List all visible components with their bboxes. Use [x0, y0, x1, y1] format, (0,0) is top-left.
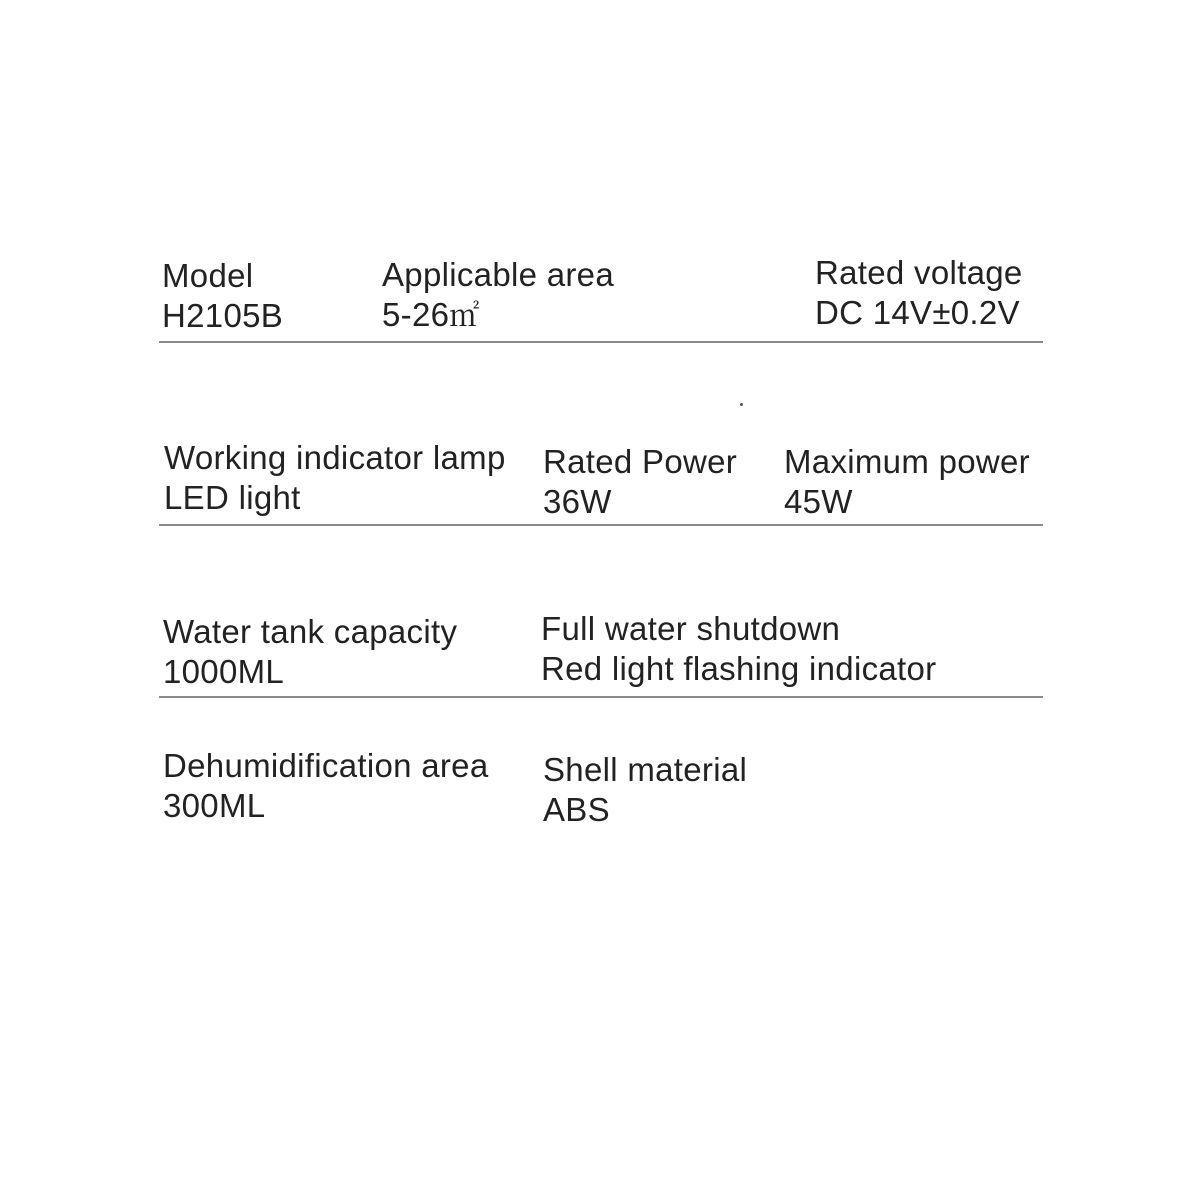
spec-label: Applicable area: [382, 256, 614, 293]
spec-label: Full water shutdown: [541, 610, 841, 647]
spec-dehumidification-area: [163, 746, 488, 826]
spec-shell-material: [543, 750, 747, 830]
spec-value: 300ML: [163, 787, 266, 824]
spec-value: ABS: [543, 791, 610, 828]
spec-working-indicator-lamp: [164, 438, 506, 518]
spec-value: 1000ML: [163, 653, 285, 690]
spec-applicable-area: [382, 255, 614, 337]
spec-label: Rated voltage: [815, 254, 1023, 291]
spec-label: Dehumidification area: [163, 747, 489, 784]
spec-label: Rated Power: [543, 443, 738, 480]
spec-label: Model: [162, 257, 254, 294]
divider: [159, 341, 1043, 343]
speck-mark: [740, 403, 743, 406]
spec-value: [382, 295, 614, 337]
spec-label: Shell material: [543, 751, 748, 788]
spec-full-water-shutdown: [541, 609, 936, 689]
spec-value: H2105B: [162, 297, 284, 334]
spec-value: 45W: [784, 483, 853, 520]
divider: [159, 524, 1043, 526]
spec-value-number: 5-26: [382, 296, 450, 333]
spec-label: Water tank capacity: [163, 613, 458, 650]
spec-value: 36W: [543, 483, 612, 520]
spec-rated-power: [543, 442, 737, 522]
spec-maximum-power: [784, 442, 1030, 522]
spec-rated-voltage: [815, 253, 1023, 333]
spec-value: DC 14V±0.2V: [815, 294, 1020, 331]
divider: [159, 696, 1043, 698]
spec-value: LED light: [164, 479, 301, 516]
spec-model: [162, 256, 283, 336]
spec-value: Red light flashing indicator: [541, 650, 937, 687]
spec-label: Maximum power: [784, 443, 1030, 480]
square-meter-unit: ㎡: [449, 299, 480, 334]
spec-water-tank-capacity: [163, 612, 457, 692]
spec-label: Working indicator lamp: [164, 439, 506, 476]
